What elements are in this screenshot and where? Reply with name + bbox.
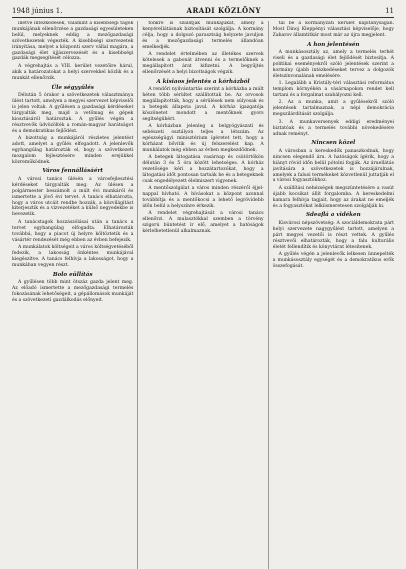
text-column-1 — [12, 21, 138, 569]
section-heading: Bolo eüllítás — [52, 271, 93, 278]
section-heading: Város fennállásáért — [42, 168, 103, 175]
paragraph: Kisvárosi népszövetség: A szociáldemokrata párt helyi szervezete nagygyűlést tartott, amelyen a párt megyei vezetői is részt vettek. A gyűlés résztvevői elhatározták, hogy a falu kulturális életét fellendítik és könyvtárat létesítenek. — [272, 220, 394, 250]
paragraph: A rendőri nyilvántartás szerint a kórházba a múlt héten több sérültet szállítottak be. Az orvosok megállapították, hogy a sérülések nem súlyosak és a betegek állapota javul. A kórház igazgatója köszönetet mondott a mentőknek gyors segítségükért. — [142, 87, 264, 122]
paragraph: A városi tanács ülésén a városfejlesztési kérdéseket tárgyalták meg. Az ülésen a polgármester beszámolt a múlt évi munkáról és ismertette a jövő évi tervet. A tanács elhatározta, hogy a város utcáit rendbe hozzák, a közvilágítást kiterjesztik és a vízvezetéket a külső negyedekbe is bevezetik. — [12, 176, 134, 218]
paragraph: A munkálatok költségeit a város költségvetéséből fedezik, a lakosság önkéntes munkájával kiegészítve. A tanács felhívja a lakosságot, hogy a munkában vegyen részt. — [12, 244, 134, 268]
page-header — [12, 6, 394, 18]
paragraph: A rendelet értelmében az illetékes szervek kötelesek a gabonát átvenni és a termelőknek a megállapított árat kifizetni. A begyűjtés ellenőrzését a helyi bizottságok végzik. — [142, 52, 264, 75]
text-column-2 — [142, 21, 268, 569]
paragraph: A rendelet végrehajtását a városi tanács ellenőrzi. A mulasztókkal szemben a törvény szigorú büntetést ír elő, amelyet a hatóságok kérlelhetetlenül alkalmaznak. — [142, 211, 264, 234]
section-heading: Nincsen közel — [311, 140, 356, 147]
page-number: 11 — [385, 7, 394, 15]
newspaper-title: ARADI KÖZLÖNY — [186, 6, 262, 15]
paragraph: A betegek látogatása vasárnap és csütörtökön délután 3 és 5 óra között lehetséges. A kórház vezetősége kéri a hozzátartozókat, hogy a látogatási időt pontosan tartsák be és a betegeknek csak engedélyezett élelmiszert vigyenek. — [142, 155, 264, 184]
text-column-3 — [273, 21, 394, 569]
paragraph: A gyűlésen több mint ötszáz gazda jelent meg. Az előadó ismertette a mezőgazdasági termelés fokozásának lehetőségeit, a gépállomások munkáját és a szövetkezeti gazdálkodás előnyeit. — [12, 280, 134, 303]
section-heading: A hon jelentésén — [307, 41, 360, 48]
section-heading: Üle ségyyűlés — [51, 84, 94, 91]
paragraph: A kórházban jelenleg a belgyógyászati és sebészeti osztályon teljes a létszám. Az egészségügyi minisztérium ígéretet tett, hogy a kórházat bővítik és új felszerelést kap. A munkálatok még ebben az évben megkezdődnek. — [142, 124, 264, 153]
paragraph: A munkásosztály az, amely a termelés terhét viseli és a gazdasági élet fejlődését biztosítja. A politikai eseményekről szóló jelentések szerint a kormány újabb intézkedéseket tervez a dolgozók életszínvonalának emelésére. — [272, 50, 394, 79]
article-columns — [12, 21, 394, 569]
paragraph: A városban a kereskedők panaszkodnak, hogy nincsen elegendő áru. A hatóságok ígérik, hogy a hiányt rövid időn belül pótolni fogják. Az áruellátás javítására a szövetkezetek is hozzájárulnak, amelyek a falusi termékeket közvetlenül juttatják el a városi fogyasztókhoz. — [272, 148, 394, 184]
paragraph: tál be a kormányzati kerület kapitányságán. Most Dinoj Kleppényi választási képviselője, hogy Zaharov államtitkár most már az újra megjelent. — [272, 21, 394, 38]
paragraph: A végrehajtás a VIII. kerület vezetőire hárul, akik a határozatokat a helyi szervekkel közlik és a munkát ellenőrzik. — [12, 63, 134, 81]
paragraph: tönkre is szállítják munkájukat, amely a kenyérellátásnak biztosítását szolgálja. A kormány célja, hogy a dolgozó parasztság helyzete javuljon és a mezőgazdasági termelés állandóan emelkedjék. — [142, 21, 264, 50]
paragraph: Délután 5 órakor a szövetkezetek választmánya ülést tartott, amelyen a megyei szervezet képviselői is jelen voltak. A gyűlésen a gazdasági kérdéseket tárgyalták meg, majd a vetőmag és gépek kiosztásáról határoztak. A gyűlés végén a résztvevők üdvözölték a román-magyar barátságot és a demokratikus fejlődést. — [12, 93, 134, 134]
paragraph: illetve intézkedések, valamint a kisebbségi tagok munkájának ellenőrzése a gazdasági egyesületeken belül, melyeknek eddig a mezőgazdasági szövetkezetek végezték. A kisebbségi szervezetek irányítása, melyet a központi szerv vállal magára, a gazdasági élet újjászervezését és a kisebbségi gazdák megsegítését célozza. — [12, 21, 134, 62]
paragraph: 2. Az a munka, amit a gyűlésekről szóló jelentések tartalmaznak, a népi demokrácia megszilárdítását szolgálja. — [272, 100, 394, 118]
paragraph: 1. Legalább a Kristály-téri választási református templom környékén a vásárnapokon rendet kell tartani és a forgalmat szabályozni kell. — [272, 81, 394, 99]
paragraph: A bizottság a munkájáról részletes jelentést adott, amelyet a gyűlés elfogadott. A jelenlevők egyhangúlag határozták el, hogy a szövetkezeti mozgalom fejlesztésére minden erejükkel közreműködnek. — [12, 135, 134, 165]
issue-date: 1948 június 1. — [12, 7, 63, 15]
section-heading: Sdeaflá a vidéken — [305, 212, 361, 219]
section-heading: A kisiaos jelentés a kórházból — [156, 78, 250, 85]
paragraph: 3. A munkaversenyek eddigi eredményei biztatóak és a termelés további növekedésére adnak reményt. — [272, 119, 394, 137]
paragraph: A mentőszolgálat a város minden részéről éjjel-nappal hívható. A hívásokat a központ azonnal továbbítja és a mentőkocsi a lehető legrövidebb időn belül a helyszínre érkezik. — [142, 186, 264, 209]
paragraph: A szállítási nehézségek megszüntetésére a vasút újabb kocsikat állít forgalomba. A kereskedelmi kamara felhívja tagjait, hogy az árakat ne emeljék és a fogyasztókat lelkiismeretesen szolgálják ki. — [272, 185, 394, 209]
paragraph: A tanácstagok hozzászólásai után a tanács a tervet egyhangúlag elfogadta. Elhatározták továbbá, hogy a piacot új helyre költöztetik és a vásártér rendezését még ebben az évben befejezik. — [12, 219, 134, 243]
paragraph: A gyűlés végén a jelenlevők lelkesen ünnepelték a munkásosztály egységét és a demokratikus erők összefogását. — [272, 252, 394, 269]
